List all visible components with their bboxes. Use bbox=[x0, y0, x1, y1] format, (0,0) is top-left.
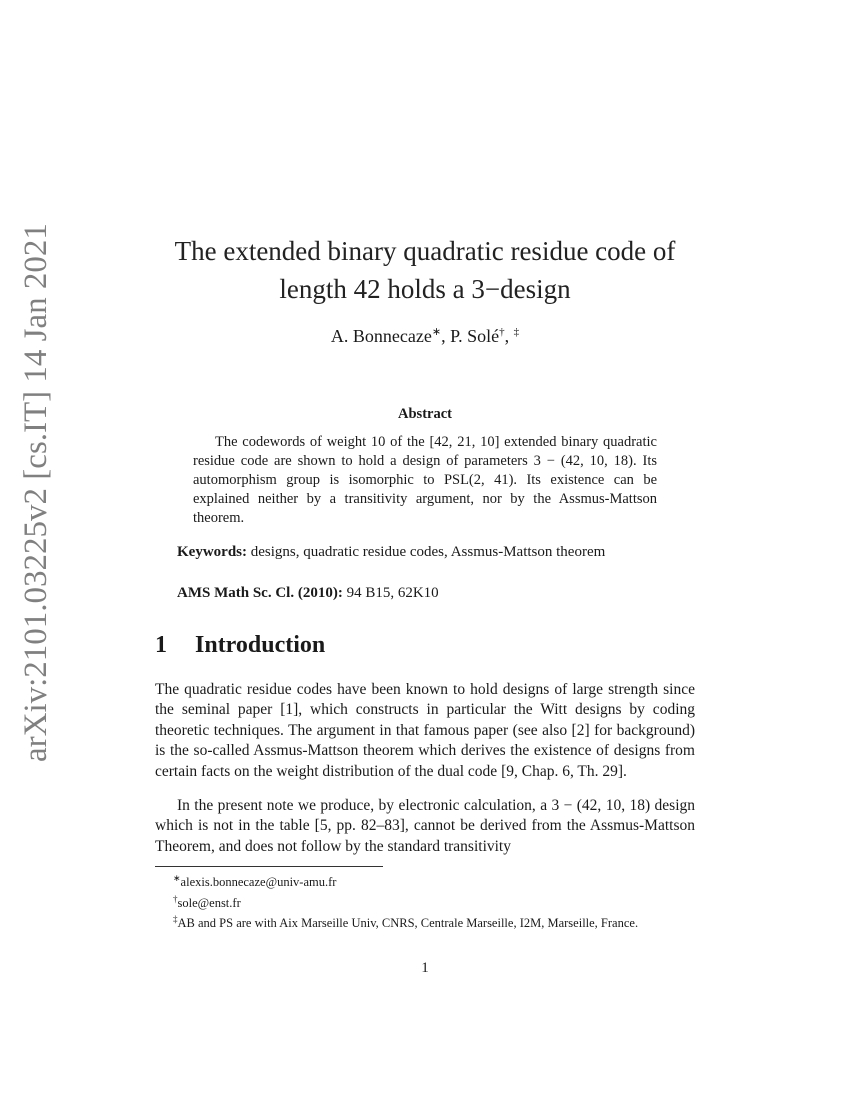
keywords-text: designs, quadratic residue codes, Assmus-Mattson theorem bbox=[250, 544, 606, 560]
footnote-2-text: sole@enst.fr bbox=[177, 895, 241, 910]
keywords-label: Keywords: bbox=[177, 544, 247, 560]
arxiv-identifier: arXiv:2101.03225v2 [cs.IT] 14 Jan 2021 bbox=[18, 223, 54, 762]
paper-title bbox=[155, 232, 695, 308]
footnote-3 bbox=[155, 911, 695, 932]
page-number: 1 bbox=[421, 960, 429, 976]
section-title: Introduction bbox=[195, 632, 326, 658]
authors: A. Bonnecaze∗, P. Solé†, ‡ bbox=[330, 326, 520, 346]
footnotes bbox=[155, 870, 695, 932]
author-2-mark: † bbox=[499, 326, 505, 338]
ams-label: AMS Math Sc. Cl. (2010): bbox=[177, 585, 343, 601]
footnote-1-text: alexis.bonnecaze@univ-amu.fr bbox=[180, 875, 337, 890]
footnote-2 bbox=[155, 891, 695, 912]
section-number: 1 bbox=[155, 632, 167, 658]
footnote-1 bbox=[155, 870, 695, 891]
title-line-2: length 42 holds a 3−design bbox=[279, 274, 571, 304]
author-1: A. Bonnecaze bbox=[330, 326, 432, 346]
section-heading bbox=[155, 632, 325, 659]
title-line-1: The extended binary quadratic residue code of bbox=[174, 236, 676, 266]
intro-paragraph-1: The quadratic residue codes have been known to hold designs of large strength since the seminal paper [1], which constructs in particular the Witt designs by coding theoretic techniques. The argument in that famous paper (see also [2] for background) is the so-called Assmus-Mattson theorem which derives the existence of designs from certain facts on the weight distribution of the dual code [9, Chap. 6, Th. 29]. bbox=[155, 681, 695, 780]
intro-paragraph-2: In the present note we produce, by electronic calculation, a 3 − (42, 10, 18) design which is not in the table [5, pp. 82–83], cannot be derived from the Assmus-Mattson Theorem, and does not follow by the standard transitivity bbox=[155, 797, 695, 855]
keywords bbox=[177, 544, 697, 561]
author-1-mark: ∗ bbox=[431, 326, 442, 338]
footnote-2-mark: † bbox=[173, 893, 178, 904]
author-2: P. Solé bbox=[450, 326, 500, 346]
abstract-text: The codewords of weight 10 of the [42, 21, 10] extended binary quadratic residue code are shown to hold a design of parameters 3 − (42, 10, 18). Its automorphism group is isomorphic to PSL(2, 41). Its existence can be explained neither by a transitivity argument, nor by the Assmus-Mattson theorem. bbox=[193, 434, 657, 526]
author-2-mark-2: ‡ bbox=[513, 326, 520, 338]
ams-classification bbox=[177, 585, 697, 602]
abstract-heading: Abstract bbox=[398, 406, 452, 422]
footnote-rule bbox=[155, 866, 383, 867]
footnote-1-mark: ∗ bbox=[173, 873, 181, 883]
footnote-3-text: AB and PS are with Aix Marseille Univ, CNRS, Centrale Marseille, I2M, Marseille, France. bbox=[177, 916, 639, 931]
footnote-3-mark: ‡ bbox=[173, 914, 178, 925]
ams-text: 94 B15, 62K10 bbox=[346, 585, 439, 601]
